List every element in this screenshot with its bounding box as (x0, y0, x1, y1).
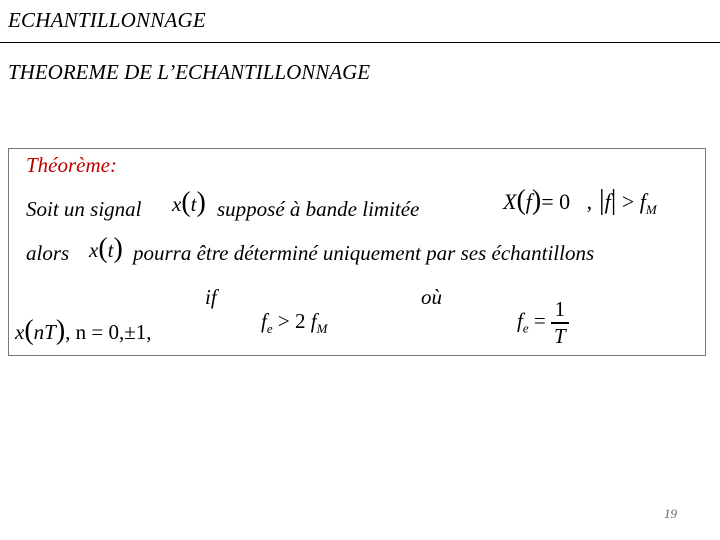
spectrum-formula: X(f)= 0 , (503, 185, 593, 216)
theorem-box (8, 148, 706, 356)
theorem-line2-prefix: alors (26, 241, 70, 265)
slide-header-title: ECHANTILLONNAGE (8, 8, 206, 32)
sampling-condition-formula: $f_e > 2$ $f_M$ (261, 309, 328, 336)
theorem-line2-suffix: pourra être déterminé uniquement par ses échantillons (133, 241, 595, 265)
section-title: THEOREME DE L’ECHANTILLONNAGE (8, 60, 371, 84)
fraction: $\frac{1}{T}$ (551, 299, 569, 347)
signal-formula: x(t) (172, 187, 206, 218)
sampling-frequency-formula: $f_e$ = $\frac{1}{T}$ (517, 299, 569, 347)
theorem-line1-suffix: supposé à bande limitée (217, 197, 420, 221)
if-word: if (205, 285, 217, 309)
ou-word: où (421, 285, 442, 309)
page-number: 19 (664, 506, 677, 521)
header-divider (0, 42, 720, 43)
theorem-label: Théorème: (26, 153, 117, 177)
signal-formula-2: x(t) (89, 233, 123, 264)
band-limit-condition: $|f| > f_M$ (599, 185, 657, 217)
theorem-line1-prefix: Soit un signal (26, 197, 142, 221)
samples-formula: x(nT), n = 0,±1, (15, 315, 152, 346)
